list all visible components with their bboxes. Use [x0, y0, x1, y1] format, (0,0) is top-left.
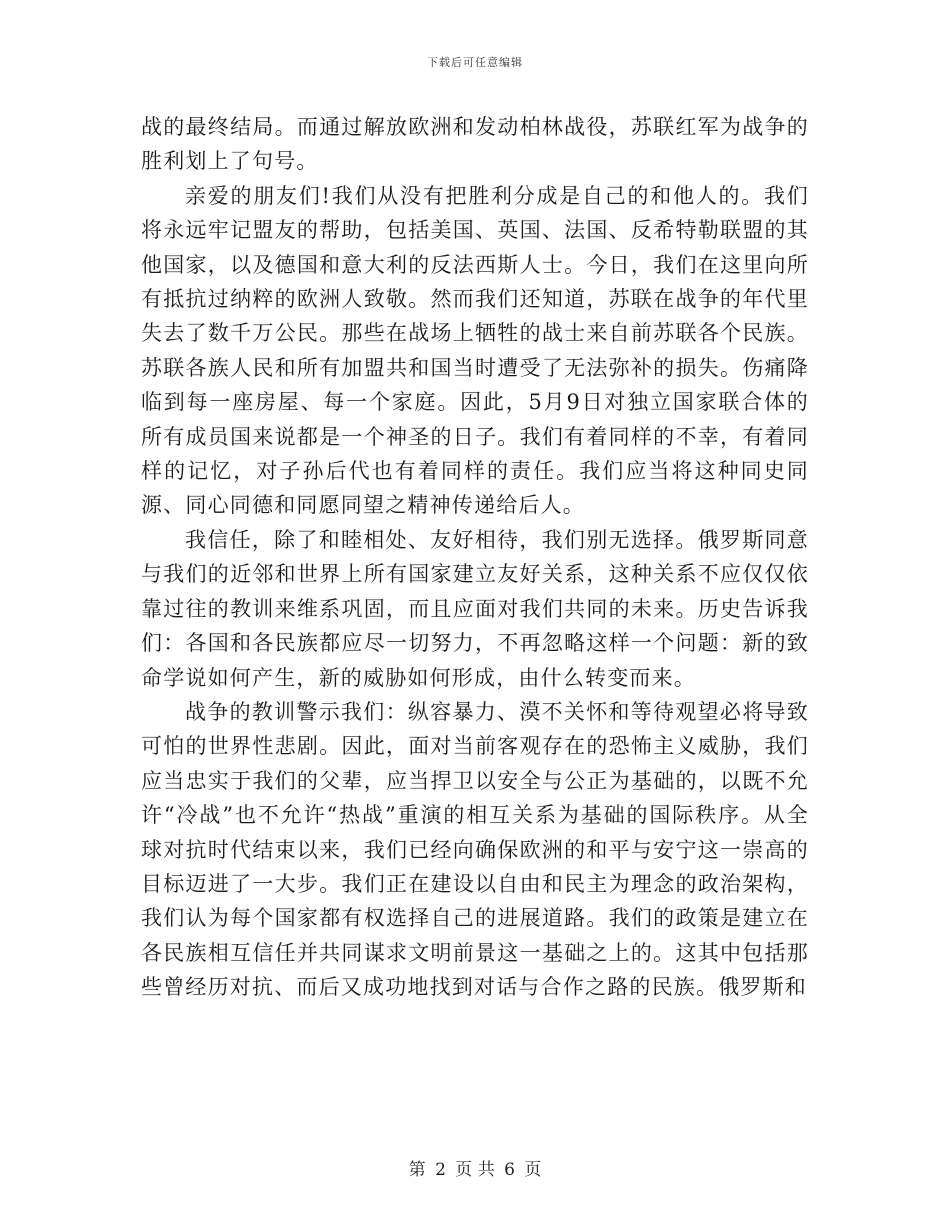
- header-text: 下载后可任意编辑: [427, 56, 523, 69]
- paragraph-1: 战的最终结局。而通过解放欧洲和发动柏林战役，苏联红军为战争的胜利划上了句号。: [141, 115, 809, 174]
- page-label-suffix: 页: [524, 1160, 542, 1180]
- paragraph-2: 亲爱的朋友们!我们从没有把胜利分成是自己的和他人的。我们将永远牢记盟友的帮助，包括美国、英国、法国、反希特勒联盟的其他国家，以及德国和意大利的反法西斯人士。今日，我们在这里向所有抵抗过纳粹的欧洲人致敬。然而我们还知道，苏联在战争的年代里失去了数千万公民。那些在战场上牺牲的战士来自前苏联各个民族。苏联各族人民和所有加盟共和国当时遭受了无法弥补的损失。伤痛降临到每一座房屋、每一个家庭。因此，5月9日对独立国家联合体的所有成员国来说都是一个神圣的日子。我们有着同样的不幸，有着同样的记忆，对子孙后代也有着同样的责任。我们应当将这种同史同源、同心同德和同愿同望之精神传递给后人。: [141, 183, 809, 518]
- page-label-mid: 页 共: [455, 1160, 495, 1180]
- page-label-prefix: 第: [408, 1160, 426, 1180]
- page-number: 2: [435, 1160, 446, 1180]
- page-footer: [0, 1155, 950, 1180]
- paragraph-4: 战争的教训警示我们：纵容暴力、漠不关怀和等待观望必将导致可怕的世界性悲剧。因此，面对当前客观存在的恐怖主义威胁，我们应当忠实于我们的父辈，应当捍卫以安全与公正为基础的，以既不允许“冷战”也不允许“热战”重演的相互关系为基础的国际秩序。从全球对抗时代结束以来，我们已经向确保欧洲的和平与安宁这一崇高的目标迈进了一大步。我们正在建设以自由和民主为理念的政治架构，我们认为每个国家都有权选择自己的进展道路。我们的政策是建立在各民族相互信任并共同谋求文明前景这一基础之上的。这其中包括那些曾经历对抗、而后又成功地找到对话与合作之路的民族。俄罗斯和: [141, 699, 809, 1000]
- document-body: [141, 110, 809, 1005]
- page-total: 6: [504, 1160, 515, 1180]
- paragraph-3: 我信任，除了和睦相处、友好相待，我们别无选择。俄罗斯同意与我们的近邻和世界上所有国家建立友好关系，这种关系不应仅仅依靠过往的教训来维系巩固，而且应面对我们共同的未来。历史告诉我们：各国和各民族都应尽一切努力，不再忽略这样一个问题：新的致命学说如何产生，新的威胁如何形成，由什么转变而来。: [141, 527, 809, 690]
- page-header: [0, 54, 950, 70]
